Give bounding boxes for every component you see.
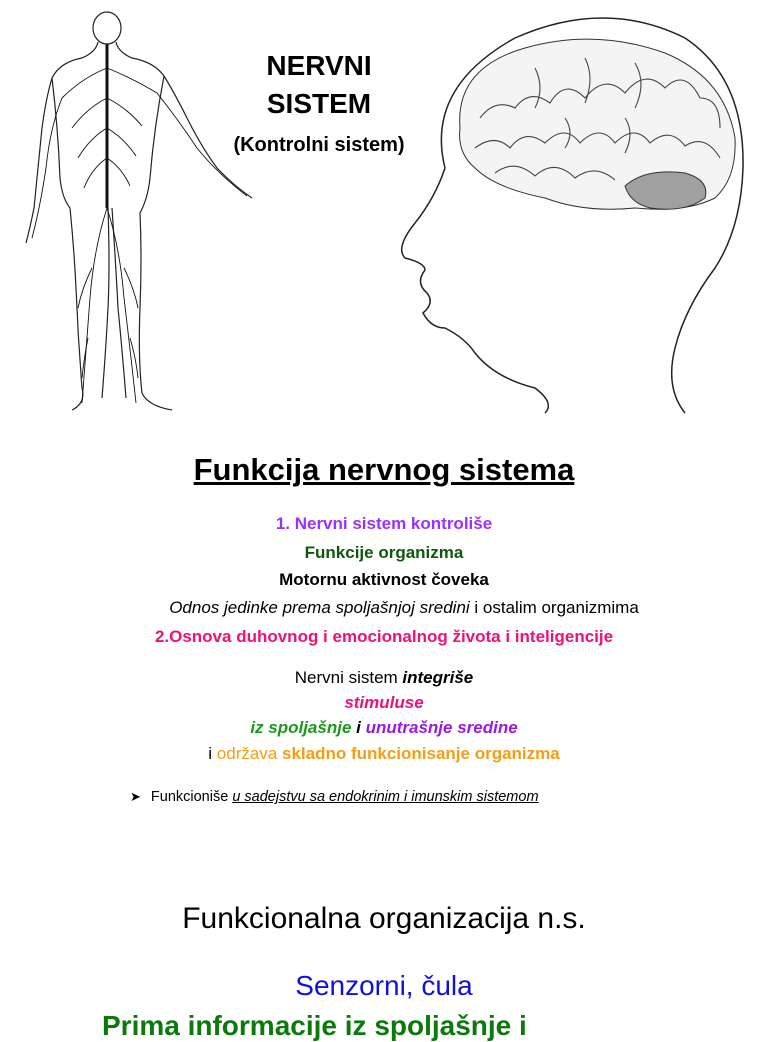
integration-line-4-plain: održava (216, 744, 282, 763)
integration-line-4-i: i (208, 744, 217, 763)
subtitle: (Kontrolni sistem) (233, 134, 405, 156)
senzorni-label: Senzorni, čula (295, 970, 473, 1001)
partial-line: Prima informacije iz spoljašnje i (102, 1010, 527, 1041)
integration-line-4-bold: skladno funkcionisanje organizma (281, 744, 560, 763)
function-item-1: 1. Nervni sistem kontroliše (275, 514, 493, 533)
integration-line-3-i: i (351, 718, 366, 737)
function-item-1a: Funkcije organizma (304, 543, 464, 562)
integration-line-3-a: iz spoljašnje (250, 718, 352, 737)
integration-line-2: stimuluse (344, 693, 424, 712)
integration-line-1-bold: integriše (402, 668, 474, 687)
function-item-2: 2.Osnova duhovnog i emocionalnog života i inteligencije (154, 627, 614, 646)
bullet-item (130, 789, 539, 805)
integration-line-3-b: unutrašnje sredine (365, 718, 518, 737)
brain-head-profile-illustration (385, 8, 755, 418)
function-item-1c-rest: i ostalim organizmima (469, 598, 639, 617)
functions-heading: Funkcija nervnog sistema (193, 452, 575, 487)
function-item-1b: Motornu aktivnost čoveka (279, 570, 489, 589)
integration-line-1 (0, 668, 768, 688)
function-item-1c (20, 598, 768, 618)
title-line-2: SISTEM (266, 88, 372, 119)
integration-line-1-plain: Nervni sistem (294, 668, 403, 687)
function-item-1c-italic: Odnos jedinke prema spoljašnjoj sredini (169, 598, 470, 617)
organization-title: Funkcionalna organizacija n.s. (182, 902, 586, 935)
integration-line-3 (0, 718, 768, 738)
bullet-text-underlined: u sadejstvu sa endokrinim i imunskim sistemom (232, 789, 539, 805)
bullet-text-plain: Funkcioniše (150, 789, 233, 805)
arrow-bullet-icon: ➤ (130, 789, 141, 804)
title-line-1: NERVNI (266, 50, 372, 81)
integration-line-4 (0, 744, 768, 764)
